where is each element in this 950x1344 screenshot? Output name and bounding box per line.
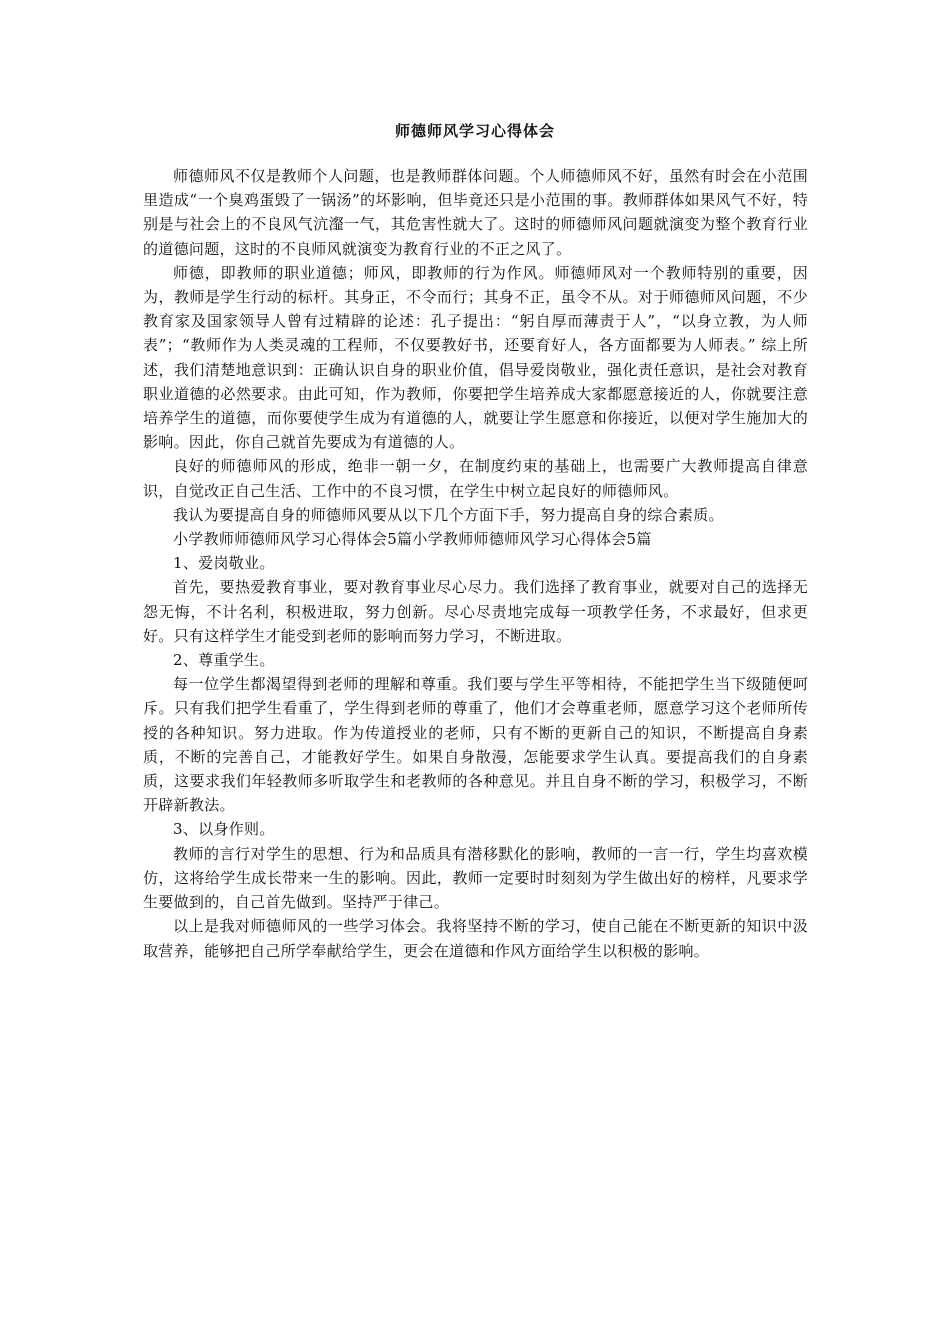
paragraph: 以上是我对师德师风的一些学习体会。我将坚持不断的学习，使自己能在不断更新的知识中汲取营养，能够把自己所学奉献给学生，更会在道德和作风方面给学生以积极的影响。 — [143, 917, 808, 960]
paragraph: 每一位学生都渴望得到老师的理解和尊重。我们要与学生平等相待，不能把学生当下级随便呵斥。只有我们把学生看重了，学生得到老师的尊重了，他们才会尊重老师，愿意学习这个老师所传授的各种知识。努力进取。作为传道授业的老师，只有不断的更新自己的知识，不断提高自身素质，不断的完善自己，才能教好学生。如果自身散漫，怎能要求学生认真。要提高我们的自身素质，这要求我们年轻教师多听取学生和老教师的各种意见。并且自身不断的学习，积极学习，不断开辟新教法。 — [143, 675, 808, 815]
section-heading: 1、爱岗敬业。 — [173, 554, 275, 573]
paragraph: 首先，要热爱教育事业，要对教育事业尽心尽力。我们选择了教育事业，就要对自己的选择无怨无悔，不计名利，积极进取，努力创新。尽心尽责地完成每一项教学任务，不求最好，但求更好。只有这样学生才能受到老师的影响而努力学习，不断进取。 — [143, 578, 808, 645]
section-heading: 3、以身作则。 — [173, 820, 275, 839]
section-heading: 2、尊重学生。 — [173, 651, 275, 670]
document-body — [143, 164, 808, 963]
paragraph: 师德师风不仅是教师个人问题，也是教师群体问题。个人师德师风不好，虽然有时会在小范围里造成“一个臭鸡蛋毁了一锅汤”的坏影响，但毕竟还只是小范围的事。教师群体如果风气不好，特别是与社会上的不良风气沆瀣一气，其危害性就大了。这时的师德师风问题就演变为整个教育行业的道德问题，这时的不良师风就演变为教育行业的不正之风了。 — [143, 167, 808, 258]
paragraph: 良好的师德师风的形成，绝非一朝一夕，在制度约束的基础上，也需要广大教师提高自律意识，自觉改正自己生活、工作中的不良习惯，在学生中树立起良好的师德师风。 — [143, 457, 808, 500]
paragraph: 小学教师师德师风学习心得体会5篇小学教师师德师风学习心得体会5篇 — [173, 530, 652, 549]
paragraph: 教师的言行对学生的思想、行为和品质具有潜移默化的影响，教师的一言一行，学生均喜欢模仿，这将给学生成长带来一生的影响。因此，教师一定要时时刻刻为学生做出好的榜样，凡要求学生要做到的，自己首先做到。坚持严于律己。 — [143, 844, 808, 912]
paragraph: 我认为要提高自身的师德师风要从以下几个方面下手，努力提高自身的综合素质。 — [173, 505, 724, 524]
document-title: 师德师风学习心得体会 — [394, 122, 555, 140]
paragraph: 师德，即教师的职业道德；师风，即教师的行为作风。师德师风对一个教师特别的重要，因为，教师是学生行动的标杆。其身正，不令而行；其身不正，虽令不从。对于师德师风问题，不少教育家及国家领导人曾有过精辟的论述：孔子提出：“躬自厚而薄责于人”，“以身立教，为人师表”；“教师作为人类灵魂的工程师，不仅要教好书，还要育好人，各方面都要为人师表。” 综上所述，我们清楚地意识到：正确认识自身的职业价值，倡导爱岗敬业，强化责任意识，是社会对教育职业道德的必然要求。由此可知，作为教师，你要把学生培养成大家都愿意接近的人，你就要注意培养学生的道德，而你要使学生成为有道德的人，就要让学生愿意和你接近，以便对学生施加大的影响。因此，你自己就首先要成为有道德的人。 — [143, 263, 808, 452]
